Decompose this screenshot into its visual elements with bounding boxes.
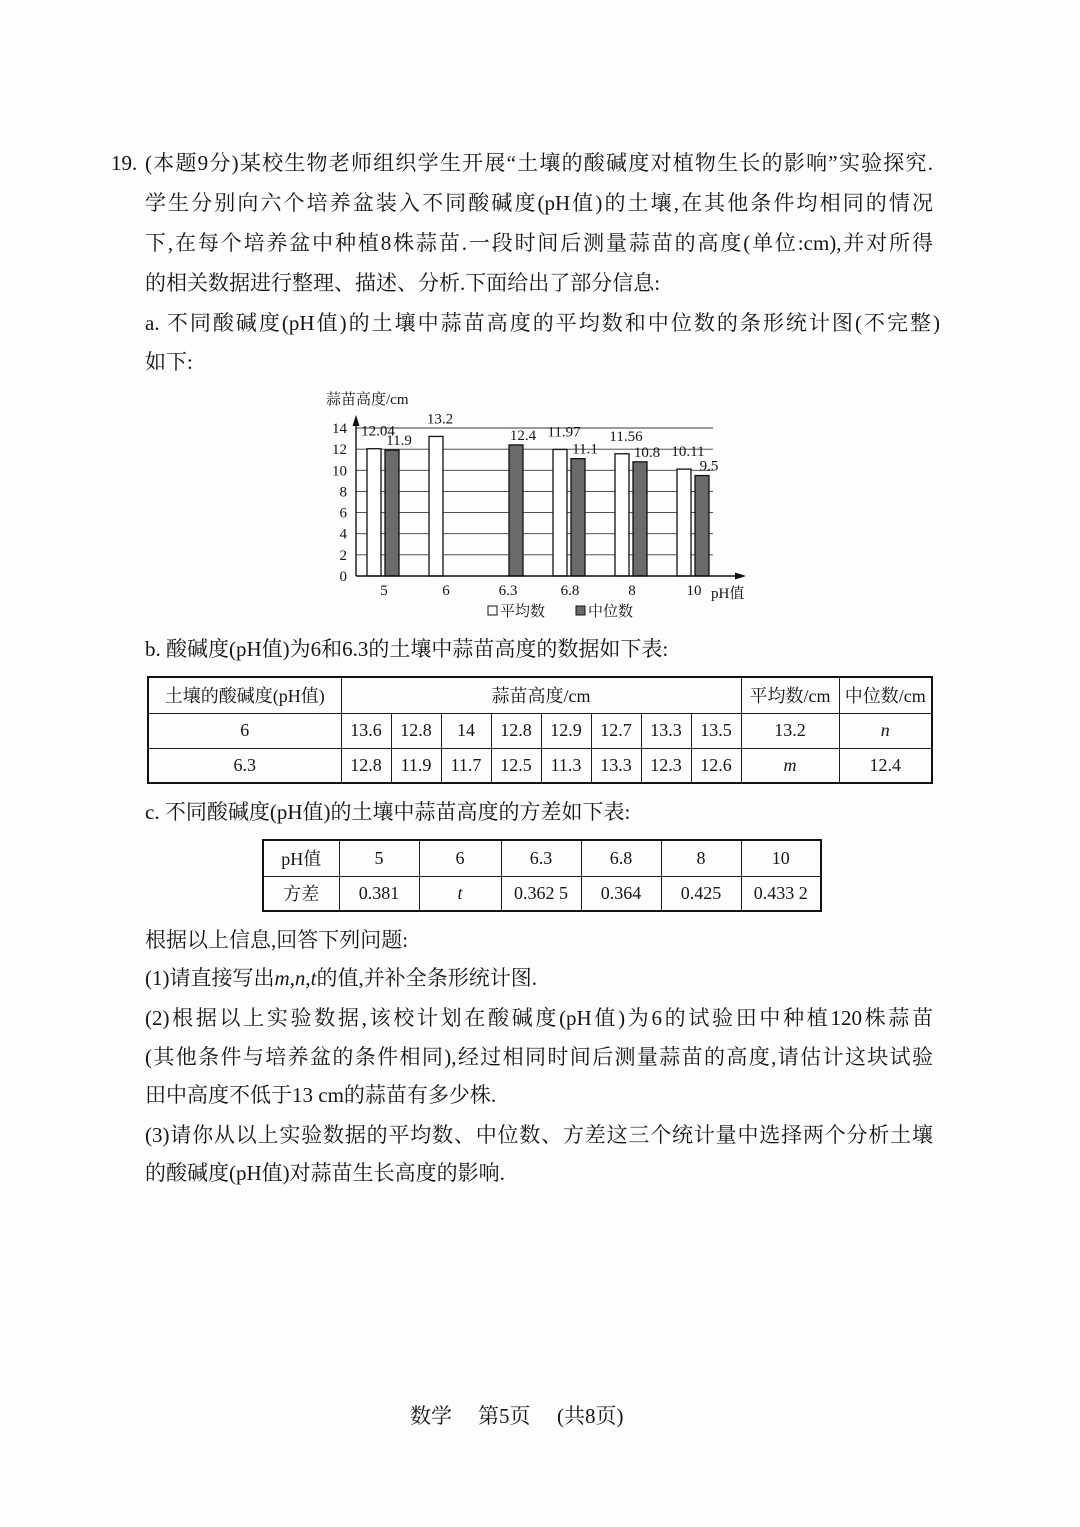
cell-variance: 0.381 <box>339 876 419 911</box>
header-soil-ph: 土壤的酸碱度(pH值) <box>148 677 341 713</box>
question-1-suffix: 的值,并补全条形统计图. <box>316 966 537 990</box>
y-tick-label: 12 <box>332 442 347 459</box>
question-2-line: (2)根据以上实验数据,该校计划在酸碱度(pH值)为6的试验田中种植120株蒜苗 <box>145 1006 933 1030</box>
cell-variance: 0.362 5 <box>501 876 581 911</box>
cell-height: 12.8 <box>391 713 441 748</box>
cell-ph: 8 <box>661 840 741 876</box>
bar-median-ph-10 <box>695 476 709 576</box>
cell-median: 12.4 <box>839 748 932 783</box>
x-tick-label: 8 <box>628 583 636 599</box>
bar-mean-ph-6-8 <box>553 449 567 576</box>
legend-swatch-mean <box>488 606 497 615</box>
cell-height: 12.3 <box>641 748 691 783</box>
row-label-ph: pH值 <box>263 840 339 876</box>
x-tick-label: 6.8 <box>560 583 580 599</box>
question-2-line: 田中高度不低于13 cm的蒜苗有多少株. <box>145 1083 497 1107</box>
problem-text-line: 下,在每个培养盆中种植8株蒜苗.一段时间后测量蒜苗的高度(单位:cm),并对所得 <box>145 231 933 255</box>
cell-height: 14 <box>441 713 491 748</box>
question-2-line: (其他条件与培养盆的条件相同),经过相同时间后测量蒜苗的高度,请估计这块试验 <box>145 1045 933 1069</box>
data-label: 12.04 <box>361 423 395 440</box>
cell-variance: t <box>419 876 501 911</box>
problem-text-line: 学生分别向六个培养盆装入不同酸碱度(pH值)的土壤,在其他条件均相同的情况 <box>145 191 933 215</box>
question-1-prefix: (1)请直接写出 <box>145 966 275 990</box>
data-label: 11.1 <box>572 441 598 458</box>
y-tick-label: 10 <box>332 463 347 480</box>
cell-variance: 0.433 2 <box>741 876 821 911</box>
cell-height: 13.6 <box>341 713 391 748</box>
part-a-text: 如下: <box>145 350 193 374</box>
bar-mean-ph-8 <box>615 454 629 576</box>
y-tick-label: 4 <box>339 526 347 543</box>
cell-height: 12.8 <box>341 748 391 783</box>
x-tick-label: 6.3 <box>498 583 518 599</box>
cell-height: 13.3 <box>641 713 691 748</box>
legend-swatch-median <box>576 606 585 615</box>
bar-mean-ph-10 <box>677 469 691 576</box>
data-label: 10.8 <box>633 444 661 461</box>
cell-ph: 6.3 <box>501 840 581 876</box>
cell-ph: 6 <box>419 840 501 876</box>
y-tick-label: 8 <box>339 484 347 501</box>
cell-ph: 6.3 <box>148 748 341 783</box>
data-label: 10.11 <box>671 444 705 461</box>
cell-height: 12.5 <box>491 748 541 783</box>
footer-subject: 数学 <box>410 1404 452 1428</box>
y-tick-label: 6 <box>339 505 347 522</box>
y-tick-label: 14 <box>332 421 347 437</box>
cell-height: 11.9 <box>391 748 441 783</box>
cell-mean: m <box>741 748 839 783</box>
table-row <box>148 713 932 748</box>
problem-text-line: (本题9分)某校生物老师组织学生开展“土壤的酸碱度对植物生长的影响”实验探究. <box>145 151 933 175</box>
header-median: 中位数/cm <box>839 677 932 713</box>
data-label: 11.9 <box>386 433 412 450</box>
data-label: 9.5 <box>699 458 719 475</box>
part-b-caption: b. 酸碱度(pH值)为6和6.3的土壤中蒜苗高度的数据如下表: <box>145 637 669 661</box>
bar-mean-ph-5 <box>367 449 381 576</box>
cell-height: 12.6 <box>691 748 741 783</box>
y-axis-arrow <box>353 415 360 426</box>
y-tick-label: 0 <box>339 569 347 585</box>
variance-table <box>262 839 822 912</box>
cell-height: 12.7 <box>591 713 641 748</box>
cell-median: n <box>839 713 932 748</box>
question-1-variables: m,n,t <box>274 966 317 990</box>
cell-height: 13.5 <box>691 713 741 748</box>
question-1 <box>145 966 537 990</box>
bar-median-ph-6-3 <box>509 445 523 576</box>
x-tick-label: 10 <box>686 583 702 599</box>
table-row <box>263 840 821 876</box>
header-mean: 平均数/cm <box>741 677 839 713</box>
cell-ph: 5 <box>339 840 419 876</box>
bar-median-ph-5 <box>385 450 399 576</box>
cell-ph: 6 <box>148 713 341 748</box>
height-data-table <box>147 676 933 784</box>
part-c-caption: c. 不同酸碱度(pH值)的土壤中蒜苗高度的方差如下表: <box>145 800 631 824</box>
cell-variance: 0.364 <box>581 876 661 911</box>
x-axis-arrow <box>735 573 746 580</box>
questions-intro: 根据以上信息,回答下列问题: <box>145 928 409 952</box>
data-label: 11.97 <box>547 424 581 441</box>
y-axis-label: 蒜苗高度/cm <box>326 392 409 408</box>
cell-ph: 10 <box>741 840 821 876</box>
x-tick-label: 5 <box>380 583 388 599</box>
footer-total-pages: (共8页) <box>557 1404 624 1428</box>
bar-median-ph-6-8 <box>571 459 585 576</box>
cell-height: 13.3 <box>591 748 641 783</box>
cell-ph: 6.8 <box>581 840 661 876</box>
cell-height: 11.7 <box>441 748 491 783</box>
cell-height: 11.3 <box>541 748 591 783</box>
x-tick-label: 6 <box>442 583 450 599</box>
cell-variance: 0.425 <box>661 876 741 911</box>
y-tick-label: 2 <box>339 547 347 564</box>
question-3-line: (3)请你从以上实验数据的平均数、中位数、方差这三个统计量中选择两个分析土壤 <box>145 1123 933 1147</box>
x-axis-label: pH值 <box>711 586 745 602</box>
data-label: 11.56 <box>609 428 643 445</box>
problem-number: 19. <box>111 151 138 175</box>
table-row <box>148 748 932 783</box>
part-a-text: a. 不同酸碱度(pH值)的土壤中蒜苗高度的平均数和中位数的条形统计图(不完整) <box>145 311 940 335</box>
header-heights: 蒜苗高度/cm <box>341 677 741 713</box>
bar-chart <box>300 380 780 630</box>
table-row <box>263 876 821 911</box>
cell-height: 12.8 <box>491 713 541 748</box>
cell-height: 12.9 <box>541 713 591 748</box>
bar-median-ph-8 <box>633 462 647 576</box>
legend-label-mean: 平均数 <box>500 604 546 620</box>
row-label-variance: 方差 <box>263 876 339 911</box>
footer-page-number: 第5页 <box>478 1404 531 1428</box>
problem-text-line: 的相关数据进行整理、描述、分析.下面给出了部分信息: <box>145 271 661 295</box>
bar-mean-ph-6 <box>429 436 443 576</box>
legend-label-median: 中位数 <box>588 604 634 620</box>
data-label: 12.4 <box>509 427 537 444</box>
data-label: 13.2 <box>426 411 454 428</box>
question-3-line: 的酸碱度(pH值)对蒜苗生长高度的影响. <box>145 1161 505 1185</box>
cell-mean: 13.2 <box>741 713 839 748</box>
table-header-row <box>148 677 932 713</box>
